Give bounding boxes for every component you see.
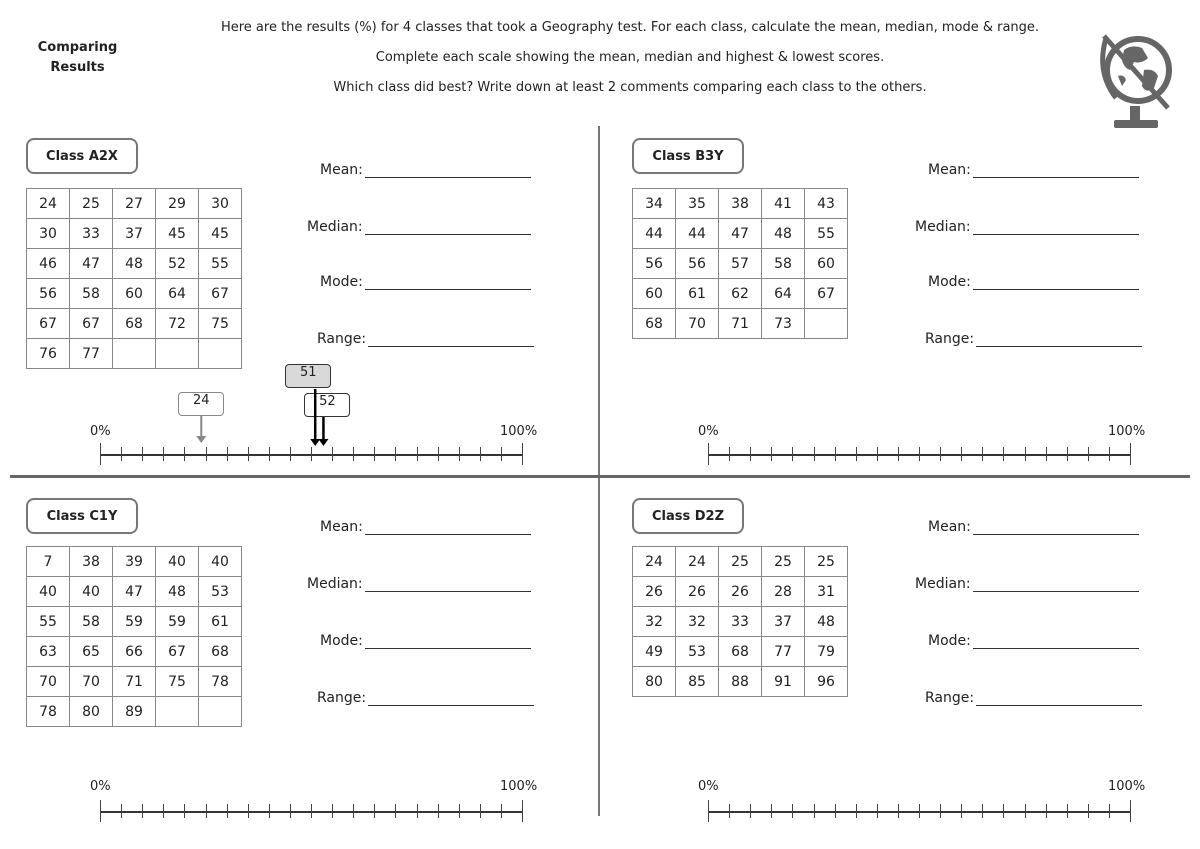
class-a2x-mean-field[interactable]: Mean:	[320, 162, 531, 178]
score-cell: 48	[805, 607, 848, 637]
score-cell: 40	[199, 547, 242, 577]
table-row	[633, 279, 848, 309]
score-cell: 78	[27, 697, 70, 727]
score-cell: 80	[633, 667, 676, 697]
scale-tick	[771, 804, 772, 818]
class-c1y-median-field[interactable]: Median:	[307, 576, 531, 592]
score-cell: 66	[113, 637, 156, 667]
scale-tick	[184, 804, 185, 818]
class-d2z-mode-field[interactable]: Mode:	[928, 633, 1139, 649]
scale-tick	[100, 800, 101, 822]
score-cell: 41	[762, 189, 805, 219]
scale-tick	[227, 447, 228, 461]
score-cell: 77	[70, 339, 113, 369]
scale-tick	[919, 447, 920, 461]
class-d2z-label: Class D2Z	[632, 498, 744, 534]
class-a2x-range-field[interactable]: Range:	[317, 331, 534, 347]
table-row	[27, 577, 242, 607]
vertical-divider	[598, 126, 600, 816]
score-cell: 60	[633, 279, 676, 309]
score-cell: 85	[676, 667, 719, 697]
instruction-line-2: Complete each scale showing the mean, median and highest & lowest scores.	[375, 50, 885, 65]
score-cell: 88	[719, 667, 762, 697]
scale-tick	[750, 804, 751, 818]
scale-tick	[750, 447, 751, 461]
score-cell: 75	[199, 309, 242, 339]
table-row	[633, 249, 848, 279]
scale-tick	[1130, 800, 1131, 822]
scale-tick	[814, 447, 815, 461]
scale-tick	[269, 804, 270, 818]
class-b3y-mode-field[interactable]: Mode:	[928, 274, 1139, 290]
score-cell: 53	[676, 637, 719, 667]
score-cell: 68	[719, 637, 762, 667]
scale-tick	[121, 804, 122, 818]
scale-tick	[1025, 447, 1026, 461]
score-cell: 48	[156, 577, 199, 607]
score-cell: 77	[762, 637, 805, 667]
scale-tick	[1067, 804, 1068, 818]
scale-tick	[501, 804, 502, 818]
scale-tick	[206, 447, 207, 461]
score-cell: 35	[676, 189, 719, 219]
table-row	[27, 219, 242, 249]
score-cell	[199, 339, 242, 369]
scale-tick	[919, 804, 920, 818]
lowest-arrow-head	[196, 436, 206, 443]
score-cell: 73	[762, 309, 805, 339]
scale-tick	[480, 804, 481, 818]
scale-tick	[856, 804, 857, 818]
scale-tick	[184, 447, 185, 461]
scale-tick	[771, 447, 772, 461]
scale-tick	[142, 804, 143, 818]
table-row	[633, 637, 848, 667]
scale-tick	[522, 443, 523, 465]
score-cell: 76	[27, 339, 70, 369]
score-cell: 26	[719, 577, 762, 607]
score-cell: 58	[70, 279, 113, 309]
score-cell: 70	[70, 667, 113, 697]
scale-tick	[898, 447, 899, 461]
score-cell	[805, 309, 848, 339]
score-cell: 72	[156, 309, 199, 339]
scale-tick	[459, 447, 460, 461]
table-row	[633, 309, 848, 339]
score-cell: 27	[113, 189, 156, 219]
scale-tick	[100, 443, 101, 465]
score-cell: 56	[676, 249, 719, 279]
scale-tick	[961, 447, 962, 461]
scale-tick	[1003, 804, 1004, 818]
score-cell: 67	[199, 279, 242, 309]
scale-tick	[940, 804, 941, 818]
score-cell	[156, 339, 199, 369]
table-row	[27, 667, 242, 697]
class-c1y-label: Class C1Y	[26, 498, 138, 534]
scale-tick	[877, 804, 878, 818]
scale-tick	[982, 447, 983, 461]
score-cell	[156, 697, 199, 727]
class-d2z-mean-field[interactable]: Mean:	[928, 519, 1139, 535]
table-row	[27, 339, 242, 369]
score-cell: 64	[762, 279, 805, 309]
score-cell: 25	[805, 547, 848, 577]
scale-tick	[395, 804, 396, 818]
scale-tick	[227, 804, 228, 818]
score-cell: 33	[719, 607, 762, 637]
class-a2x-median-field[interactable]: Median:	[307, 219, 531, 235]
scale-tick	[729, 447, 730, 461]
scale-tick	[1046, 804, 1047, 818]
score-cell: 59	[113, 607, 156, 637]
scale-tick	[877, 447, 878, 461]
score-cell: 40	[70, 577, 113, 607]
scale-tick	[417, 447, 418, 461]
table-row	[633, 577, 848, 607]
scale-tick	[1046, 447, 1047, 461]
table-row	[633, 189, 848, 219]
scale-tick	[311, 447, 312, 461]
score-cell: 25	[719, 547, 762, 577]
score-cell: 64	[156, 279, 199, 309]
scale-tick	[374, 804, 375, 818]
score-cell: 43	[805, 189, 848, 219]
instruction-line-1: Here are the results (%) for 4 classes that took a Geography test. For each class, calculate the mean, median, mode & range.	[220, 20, 1040, 35]
class-a2x-scale-max: 100%	[500, 424, 538, 439]
scale-tick	[438, 447, 439, 461]
scale-tick	[290, 804, 291, 818]
scale-tick	[835, 804, 836, 818]
table-row	[27, 309, 242, 339]
scale-tick	[311, 804, 312, 818]
scale-tick	[1067, 447, 1068, 461]
globe-icon	[1094, 24, 1176, 134]
score-cell: 48	[762, 219, 805, 249]
score-cell: 57	[719, 249, 762, 279]
score-cell: 68	[199, 637, 242, 667]
score-cell: 61	[199, 607, 242, 637]
table-row	[27, 249, 242, 279]
table-row	[27, 189, 242, 219]
score-cell: 62	[719, 279, 762, 309]
score-cell: 68	[113, 309, 156, 339]
class-b3y-scale-max: 100%	[1108, 424, 1146, 439]
score-cell: 40	[156, 547, 199, 577]
scale-tick	[501, 447, 502, 461]
class-c1y-range-field[interactable]: Range:	[317, 690, 534, 706]
score-cell: 70	[27, 667, 70, 697]
score-cell: 25	[70, 189, 113, 219]
class-d2z-scale[interactable]	[708, 800, 1130, 824]
mean-marker: 51	[285, 364, 331, 388]
score-cell: 59	[156, 607, 199, 637]
scale-tick	[163, 447, 164, 461]
scale-tick	[1088, 804, 1089, 818]
table-row	[633, 607, 848, 637]
score-cell: 30	[27, 219, 70, 249]
score-cell: 67	[70, 309, 113, 339]
class-d2z-range-field[interactable]: Range:	[925, 690, 1142, 706]
scale-tick	[353, 804, 354, 818]
scale-tick	[1025, 804, 1026, 818]
score-cell: 67	[805, 279, 848, 309]
class-d2z-scale-max: 100%	[1108, 779, 1146, 794]
score-cell: 31	[805, 577, 848, 607]
scale-tick	[792, 447, 793, 461]
score-cell: 44	[633, 219, 676, 249]
scale-tick	[708, 800, 709, 822]
score-cell: 67	[156, 637, 199, 667]
scale-tick	[1130, 443, 1131, 465]
class-c1y-scores	[26, 546, 242, 727]
scale-tick	[522, 800, 523, 822]
score-cell: 61	[676, 279, 719, 309]
score-cell: 56	[27, 279, 70, 309]
scale-tick	[248, 447, 249, 461]
class-b3y-scores	[632, 188, 848, 339]
class-a2x-label: Class A2X	[26, 138, 138, 174]
scale-tick	[1109, 447, 1110, 461]
score-cell: 32	[676, 607, 719, 637]
score-cell: 79	[805, 637, 848, 667]
score-cell: 63	[27, 637, 70, 667]
scale-tick	[332, 804, 333, 818]
score-cell: 26	[676, 577, 719, 607]
score-cell: 38	[70, 547, 113, 577]
score-cell: 71	[719, 309, 762, 339]
scale-tick	[417, 804, 418, 818]
scale-tick	[374, 447, 375, 461]
score-cell	[199, 697, 242, 727]
table-row	[27, 279, 242, 309]
score-cell: 45	[156, 219, 199, 249]
scale-tick	[1088, 447, 1089, 461]
class-d2z-median-field[interactable]: Median:	[915, 576, 1139, 592]
score-cell: 26	[633, 577, 676, 607]
score-cell: 60	[113, 279, 156, 309]
scale-tick	[1003, 447, 1004, 461]
scale-tick	[1109, 804, 1110, 818]
scale-tick	[121, 447, 122, 461]
scale-tick	[814, 804, 815, 818]
table-row	[633, 219, 848, 249]
score-cell: 44	[676, 219, 719, 249]
scale-tick	[290, 447, 291, 461]
score-cell: 29	[156, 189, 199, 219]
score-cell: 7	[27, 547, 70, 577]
score-cell: 80	[70, 697, 113, 727]
median-marker: 52	[304, 393, 350, 417]
score-cell: 60	[805, 249, 848, 279]
class-b3y-scale-min: 0%	[698, 424, 719, 439]
score-cell: 58	[762, 249, 805, 279]
scale-tick	[459, 804, 460, 818]
scale-tick	[708, 443, 709, 465]
class-a2x-scores	[26, 188, 242, 369]
score-cell: 24	[633, 547, 676, 577]
instruction-line-3: Which class did best? Write down at least 2 comments comparing each class to the others.	[333, 80, 927, 95]
score-cell: 24	[27, 189, 70, 219]
scale-tick	[792, 804, 793, 818]
score-cell: 78	[199, 667, 242, 697]
score-cell: 37	[762, 607, 805, 637]
score-cell: 96	[805, 667, 848, 697]
scale-tick	[480, 447, 481, 461]
score-cell: 28	[762, 577, 805, 607]
score-cell: 56	[633, 249, 676, 279]
table-row	[27, 697, 242, 727]
scale-tick	[353, 447, 354, 461]
class-a2x-mode-field[interactable]: Mode:	[320, 274, 531, 290]
worksheet-title: Comparing Results	[37, 40, 118, 75]
score-cell: 89	[113, 697, 156, 727]
scale-tick	[206, 804, 207, 818]
table-row	[633, 547, 848, 577]
table-row	[27, 607, 242, 637]
class-a2x-scale-min: 0%	[90, 424, 111, 439]
score-cell: 75	[156, 667, 199, 697]
scale-tick	[332, 447, 333, 461]
class-c1y-mean-field[interactable]: Mean:	[320, 519, 531, 535]
table-row	[27, 637, 242, 667]
class-b3y-range-field[interactable]: Range:	[925, 331, 1142, 347]
score-cell: 70	[676, 309, 719, 339]
score-cell	[113, 339, 156, 369]
score-cell: 48	[113, 249, 156, 279]
score-cell: 24	[676, 547, 719, 577]
score-cell: 45	[199, 219, 242, 249]
score-cell: 68	[633, 309, 676, 339]
class-a2x-scale[interactable]	[100, 443, 522, 467]
class-b3y-label: Class B3Y	[632, 138, 744, 174]
class-b3y-median-field[interactable]: Median:	[915, 219, 1139, 235]
score-cell: 49	[633, 637, 676, 667]
class-c1y-mode-field[interactable]: Mode:	[320, 633, 531, 649]
score-cell: 53	[199, 577, 242, 607]
score-cell: 25	[762, 547, 805, 577]
score-cell: 58	[70, 607, 113, 637]
score-cell: 52	[156, 249, 199, 279]
scale-tick	[982, 804, 983, 818]
horizontal-divider	[10, 475, 1190, 478]
score-cell: 38	[719, 189, 762, 219]
score-cell: 30	[199, 189, 242, 219]
class-c1y-scale[interactable]	[100, 800, 522, 824]
score-cell: 47	[70, 249, 113, 279]
score-cell: 33	[70, 219, 113, 249]
score-cell: 32	[633, 607, 676, 637]
scale-tick	[898, 804, 899, 818]
scale-tick	[940, 447, 941, 461]
score-cell: 71	[113, 667, 156, 697]
class-c1y-scale-max: 100%	[500, 779, 538, 794]
score-cell: 46	[27, 249, 70, 279]
score-cell: 47	[113, 577, 156, 607]
score-cell: 47	[719, 219, 762, 249]
class-b3y-scale[interactable]	[708, 443, 1130, 467]
scale-tick	[269, 447, 270, 461]
scale-tick	[163, 804, 164, 818]
score-cell: 55	[805, 219, 848, 249]
score-cell: 40	[27, 577, 70, 607]
scale-tick	[438, 804, 439, 818]
score-cell: 67	[27, 309, 70, 339]
scale-tick	[248, 804, 249, 818]
score-cell: 39	[113, 547, 156, 577]
scale-tick	[142, 447, 143, 461]
table-row	[633, 667, 848, 697]
class-d2z-scale-min: 0%	[698, 779, 719, 794]
scale-tick	[395, 447, 396, 461]
scale-tick	[835, 447, 836, 461]
class-d2z-scores	[632, 546, 848, 697]
score-cell: 55	[27, 607, 70, 637]
scale-tick	[961, 804, 962, 818]
class-b3y-mean-field[interactable]: Mean:	[928, 162, 1139, 178]
table-row	[27, 547, 242, 577]
class-c1y-scale-min: 0%	[90, 779, 111, 794]
score-cell: 34	[633, 189, 676, 219]
scale-tick	[856, 447, 857, 461]
lowest-score-marker: 24	[178, 392, 224, 416]
score-cell: 91	[762, 667, 805, 697]
scale-tick	[729, 804, 730, 818]
score-cell: 37	[113, 219, 156, 249]
score-cell: 55	[199, 249, 242, 279]
score-cell: 65	[70, 637, 113, 667]
